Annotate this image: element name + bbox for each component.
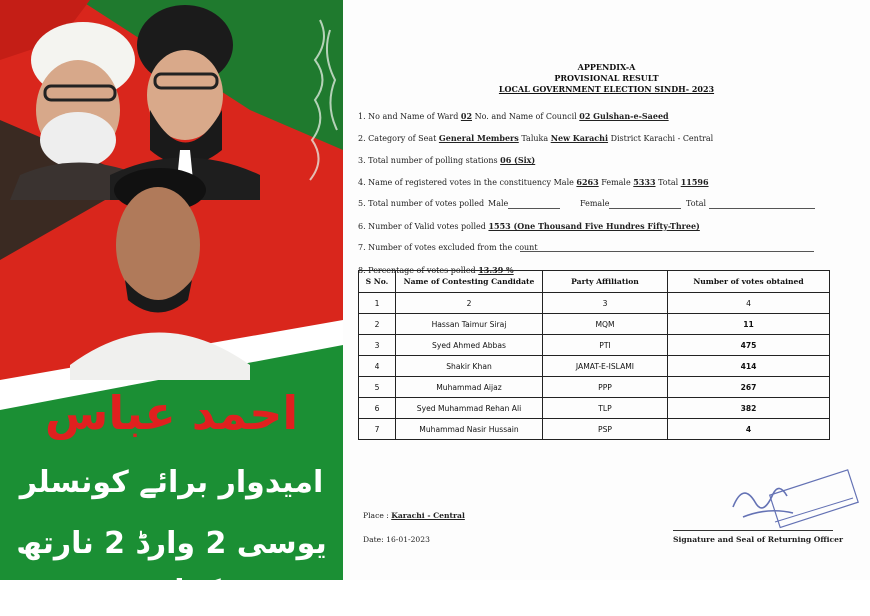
ward-number: 02 — [460, 111, 473, 121]
polled-male-blank — [508, 208, 560, 209]
taluka-name: New Karachi — [550, 133, 609, 143]
index-cell: 2 — [396, 293, 543, 314]
candidate-cell: Syed Muhammad Rehan Ali — [396, 398, 543, 419]
sno-cell: 4 — [359, 356, 396, 377]
header-party: Party Affiliation — [543, 271, 668, 293]
party-cell: JAMAT-E-ISLAMI — [543, 356, 668, 377]
table-row — [359, 419, 830, 440]
sno-cell: 7 — [359, 419, 396, 440]
candidate-title: امیدوار برائے کونسلر — [19, 465, 324, 500]
percentage-value: 13.39 % — [478, 265, 514, 275]
table-header-row — [359, 271, 830, 293]
sno-cell: 2 — [359, 314, 396, 335]
header-votes: Number of votes obtained — [668, 271, 830, 293]
table-index-row — [359, 293, 830, 314]
place-line: Place : Karachi - Central — [363, 511, 465, 520]
polled-line-label: 5. Total number of votes polled — [358, 199, 485, 208]
signature-label: Signature and Seal of Returning Officer — [673, 535, 843, 544]
sno-cell: 6 — [359, 398, 396, 419]
candidate-cell: Hassan Taimur Siraj — [396, 314, 543, 335]
sno-cell: 3 — [359, 335, 396, 356]
council-name: 02 Gulshan-e-Saeed — [579, 111, 669, 121]
excluded-blank — [520, 251, 814, 252]
table-row — [359, 356, 830, 377]
registered-male: 6263 — [576, 177, 599, 187]
signature-line — [673, 530, 833, 531]
candidate-cell: Shakir Khan — [396, 356, 543, 377]
table-row — [359, 314, 830, 335]
polled-total-label: Total — [686, 199, 707, 208]
seat-category: General Members — [438, 133, 519, 143]
index-cell: 4 — [668, 293, 830, 314]
header-candidate: Name of Contesting Candidate — [396, 271, 543, 293]
table-row — [359, 335, 830, 356]
excluded-line: 7. Number of votes excluded from the count — [358, 243, 538, 252]
candidate-cell: Muhammad Aijaz — [396, 377, 543, 398]
registered-total: 11596 — [680, 177, 709, 187]
candidate-constituency: یوسی 2 وارڈ 2 نارتھ کراچی — [16, 526, 327, 609]
header-sno: S No. — [359, 271, 396, 293]
appendix-heading: APPENDIX-A — [577, 62, 636, 72]
polled-total-blank — [709, 208, 815, 209]
date-line: Date: 16-01-2023 — [363, 535, 430, 544]
stations-count: 06 (Six) — [500, 155, 536, 165]
results-table — [358, 270, 830, 440]
party-cell: TLP — [543, 398, 668, 419]
registered-female: 5333 — [633, 177, 656, 187]
table-row — [359, 377, 830, 398]
party-cell: MQM — [543, 314, 668, 335]
stations-line: 3. Total number of polling stations 06 (Six) — [358, 155, 536, 165]
index-cell: 3 — [543, 293, 668, 314]
votes-cell: 4 — [668, 419, 830, 440]
candidate-cell: Muhammad Nasir Hussain — [396, 419, 543, 440]
votes-cell: 382 — [668, 398, 830, 419]
election-heading: LOCAL GOVERNMENT ELECTION SINDH- 2023 — [498, 84, 715, 94]
result-document — [343, 0, 870, 580]
candidate-name: احمد عباس — [44, 386, 299, 440]
place-value: Karachi - Central — [391, 511, 465, 520]
index-cell: 1 — [359, 293, 396, 314]
campaign-poster — [0, 0, 343, 609]
seat-line: 2. Category of Seat General Members Taluka New Karachi District Karachi - Central — [358, 133, 714, 143]
votes-cell: 11 — [668, 314, 830, 335]
candidate-cell: Syed Ahmed Abbas — [396, 335, 543, 356]
provisional-heading: PROVISIONAL RESULT — [554, 73, 659, 83]
party-cell: PSP — [543, 419, 668, 440]
votes-cell: 475 — [668, 335, 830, 356]
sno-cell: 5 — [359, 377, 396, 398]
votes-cell: 414 — [668, 356, 830, 377]
valid-votes: 1553 (One Thousand Five Hundres Fifty-Three) — [488, 221, 700, 231]
valid-line: 6. Number of Valid votes polled 1553 (One Thousand Five Hundres Fifty-Three) — [358, 221, 700, 231]
party-cell: PPP — [543, 377, 668, 398]
ward-line: 1. No and Name of Ward 02 No. and Name of Council 02 Gulshan-e-Saeed — [358, 111, 669, 121]
registered-line: 4. Name of registered votes in the constituency Male 6263 Female 5333 Total 11596 — [358, 177, 709, 187]
polled-female-label: Female — [580, 199, 610, 208]
polled-female-blank — [609, 208, 681, 209]
polled-male-label: Male — [488, 199, 509, 208]
party-cell: PTI — [543, 335, 668, 356]
votes-cell: 267 — [668, 377, 830, 398]
percentage-line: 8. Percentage of votes polled 13.39 % — [358, 265, 514, 275]
table-row — [359, 398, 830, 419]
